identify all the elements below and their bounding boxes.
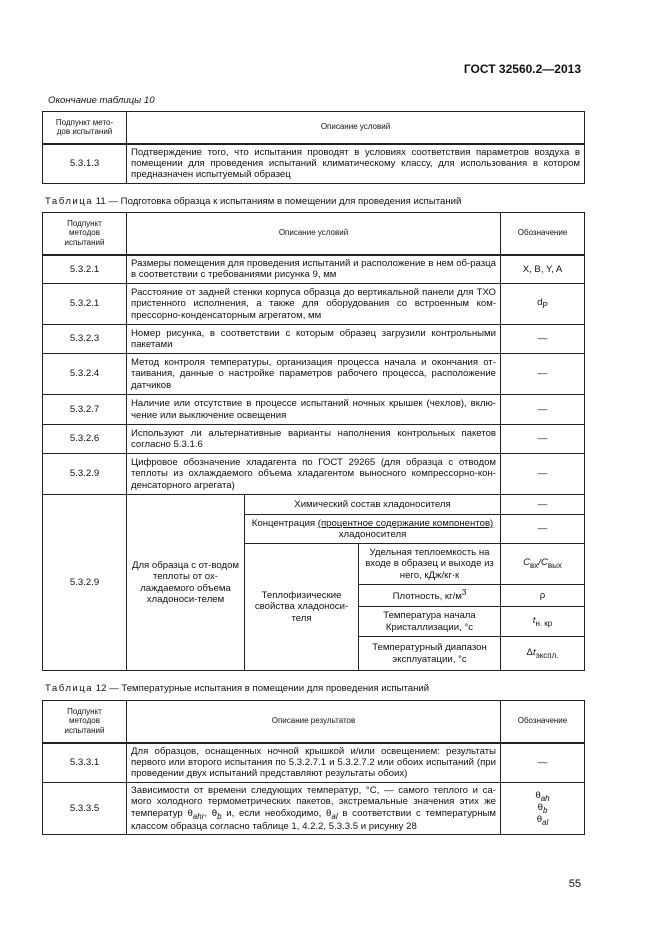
symbol-sub: P bbox=[542, 301, 548, 311]
table-row-num: 5.3.2.6 bbox=[43, 425, 127, 454]
text-part: в соответствии с температурным классом образца согласно таблице 1, 4.2.2, 5.3.3.5 и рисунку 28 bbox=[131, 807, 497, 832]
density-sup: 3 bbox=[461, 588, 467, 598]
table12-caption-text: 12 — Температурные испытания в помещении для проведения испытаний bbox=[93, 683, 430, 694]
table12-header-desc: Описание результатов bbox=[127, 701, 501, 743]
table11-header-num: Подпункт методов испытаний bbox=[43, 213, 127, 255]
table12-caption-word: Таблица bbox=[45, 683, 94, 694]
table-row-num: 5.3.2.4 bbox=[43, 354, 127, 395]
table-row-text: Метод контроля температуры, организация процесса начала и окончания от-таивания, данные о настройке параметров рабочего процесса, расположение датчиков bbox=[127, 354, 501, 395]
table-row-symbol bbox=[501, 607, 585, 637]
table10-header-num: Подпункт мето- дов испытаний bbox=[43, 112, 127, 144]
table-row-symbol: — bbox=[501, 743, 585, 783]
coolant-group-label: Для образца с от-водом теплоты от ох-лаждаемого объема хладоноси-телем bbox=[127, 495, 245, 671]
concentration-text: Концентрация bbox=[251, 517, 318, 529]
table10-header-desc: Описание условий bbox=[127, 112, 585, 144]
symbol-main: C bbox=[523, 557, 531, 569]
table10 bbox=[42, 111, 585, 184]
symbol-sep: / bbox=[538, 557, 541, 569]
table-row-text: Номер рисунка, в соответствии с которым образец загрузили контрольными пакетами bbox=[127, 325, 501, 354]
table-row-symbol: — bbox=[501, 425, 585, 454]
symbol-main: θ bbox=[537, 801, 543, 813]
table-row-text: Размеры помещения для проведения испытаний и расположение в нем об-разца в соответствии с требованиями рисунка 9, мм bbox=[127, 255, 501, 284]
symbol-main: d bbox=[537, 297, 543, 309]
table-row-num: 5.3.2.9 bbox=[43, 495, 127, 671]
table12 bbox=[42, 700, 585, 835]
text-sub: al bbox=[331, 811, 338, 821]
crystallization-temperature: Температура начала Кристаллизации, °с bbox=[359, 607, 501, 637]
table11-caption-text: 11 — Подготовка образца к испытаниям в помещении для проведения испытаний bbox=[93, 196, 462, 207]
table12-caption bbox=[45, 683, 429, 694]
table-row-text: Используют ли альтернативные варианты наполнения контрольных пакетов согласно 5.3.1.6 bbox=[127, 425, 501, 454]
table-row-symbol: — bbox=[501, 325, 585, 354]
symbol-main: t bbox=[532, 614, 536, 626]
table-row-symbol: X, B, Y, A bbox=[501, 255, 585, 284]
symbol-sub: вых bbox=[547, 561, 562, 571]
text-sub: b bbox=[217, 811, 222, 821]
table-row-num: 5.3.2.1 bbox=[43, 284, 127, 325]
table-row-text: Наличие или отсутствие в процессе испытаний ночных крышек (чехлов), вклю-чение или выключение освещения bbox=[127, 395, 501, 425]
thermophysical-properties: Теплофизические свойства хладоноси-теля bbox=[245, 544, 359, 671]
table-row-text bbox=[127, 783, 501, 835]
table-row-num: 5.3.2.9 bbox=[43, 454, 127, 495]
text-part: Зависимости от времени следующих температур, °С, — самого теплого и са-мого холодного термометрических пакетов, экстремальные значения этих же температур θ bbox=[131, 785, 496, 819]
table-row-num: 5.3.1.3 bbox=[43, 144, 127, 184]
symbol-main: θ bbox=[536, 813, 543, 825]
concentration-underlined: (процентное содержание компонентов) bbox=[317, 517, 494, 529]
table-row-symbol: — bbox=[501, 495, 585, 515]
table10-caption: Окончание таблицы 10 bbox=[48, 95, 155, 106]
table11-caption-word: Таблица bbox=[45, 196, 94, 207]
symbol-sub: экспл. bbox=[535, 650, 559, 660]
table11-header-symbol: Обозначение bbox=[501, 213, 585, 255]
table12-header-symbol: Обозначение bbox=[501, 701, 585, 743]
symbol-delta: Δ bbox=[526, 646, 533, 658]
table-row-symbol: — bbox=[501, 395, 585, 425]
symbol-line bbox=[505, 815, 580, 827]
table12-header-num: Подпункт методов испытаний bbox=[43, 701, 127, 743]
table-row-symbol: — bbox=[501, 454, 585, 495]
table11 bbox=[42, 212, 585, 671]
symbol-main: t bbox=[532, 646, 536, 658]
symbol-sub: ah bbox=[540, 793, 550, 803]
symbol-line bbox=[505, 803, 580, 815]
symbol-sub: al bbox=[542, 817, 549, 827]
table-row-num: 5.3.3.5 bbox=[43, 783, 127, 835]
table-row-num: 5.3.2.1 bbox=[43, 255, 127, 284]
temperature-range: Температурный диапазон эксплуатации, °с bbox=[359, 637, 501, 671]
table-row-symbol bbox=[501, 637, 585, 671]
page-number: 55 bbox=[568, 878, 581, 890]
symbol-main: θ bbox=[535, 789, 541, 801]
density-text: Плотность, кг/м bbox=[392, 591, 462, 603]
table-row-symbol bbox=[501, 284, 585, 325]
text-part: , θ bbox=[204, 807, 218, 819]
table-row-num: 5.3.2.3 bbox=[43, 325, 127, 354]
symbol-sub: н. кр bbox=[535, 618, 553, 628]
table11-header-desc: Описание условий bbox=[127, 213, 501, 255]
density bbox=[359, 585, 501, 607]
table-row-symbol: — bbox=[501, 515, 585, 544]
table-row-text: Расстояние от задней стенки корпуса образца до вертикальной панели для ТХО пристенного исполнения, а также для оборудования со встроенным ком-прессорно-конденсаторным агрегатом, мм bbox=[127, 284, 501, 325]
table-row-num: 5.3.3.1 bbox=[43, 743, 127, 783]
symbol-sub: вх bbox=[530, 561, 539, 571]
document-number: ГОСТ 32560.2—2013 bbox=[463, 62, 581, 76]
table-row-text: Для образцов, оснащенных ночной крышкой и/или освещением: результаты первого или второго испытания по 5.3.2.7.1 и 5.3.2.7.2 или обоих испытаний (при проведении двух испытаний представляют результаты обоих) bbox=[127, 743, 501, 783]
specific-heat: Удельная теплоемкость на входе в образец и выходе из него, кДж/кг·к bbox=[359, 544, 501, 585]
text-part: и, если необходимо, θ bbox=[221, 807, 332, 819]
concentration bbox=[245, 515, 501, 544]
table-row-symbol: ρ bbox=[501, 585, 585, 607]
table-row-symbol bbox=[501, 544, 585, 585]
symbol-main: C bbox=[540, 557, 548, 569]
table-row-text: Подтверждение того, что испытания проводят в условиях соответствия параметров воздуха в помещении для проведения испытаний климатическому классу, для использования в котором предназначен испытуемый образец bbox=[127, 144, 585, 184]
table-row-num: 5.3.2.7 bbox=[43, 395, 127, 425]
table-row-text: Цифровое обозначение хладагента по ГОСТ 29265 (для образца с отводом теплоты из охлаждаемого объема хладагентом выносного компрессорно-кон-денсаторного агрегата) bbox=[127, 454, 501, 495]
concentration-text-end: хладоносителя bbox=[338, 529, 407, 540]
symbol-sub: b bbox=[542, 805, 548, 815]
text-sub: ahr bbox=[192, 811, 205, 821]
table11-caption bbox=[45, 196, 461, 207]
chemical-composition: Химический состав хладоносителя bbox=[245, 495, 501, 515]
table-row-symbol bbox=[501, 783, 585, 835]
table-row-symbol: — bbox=[501, 354, 585, 395]
